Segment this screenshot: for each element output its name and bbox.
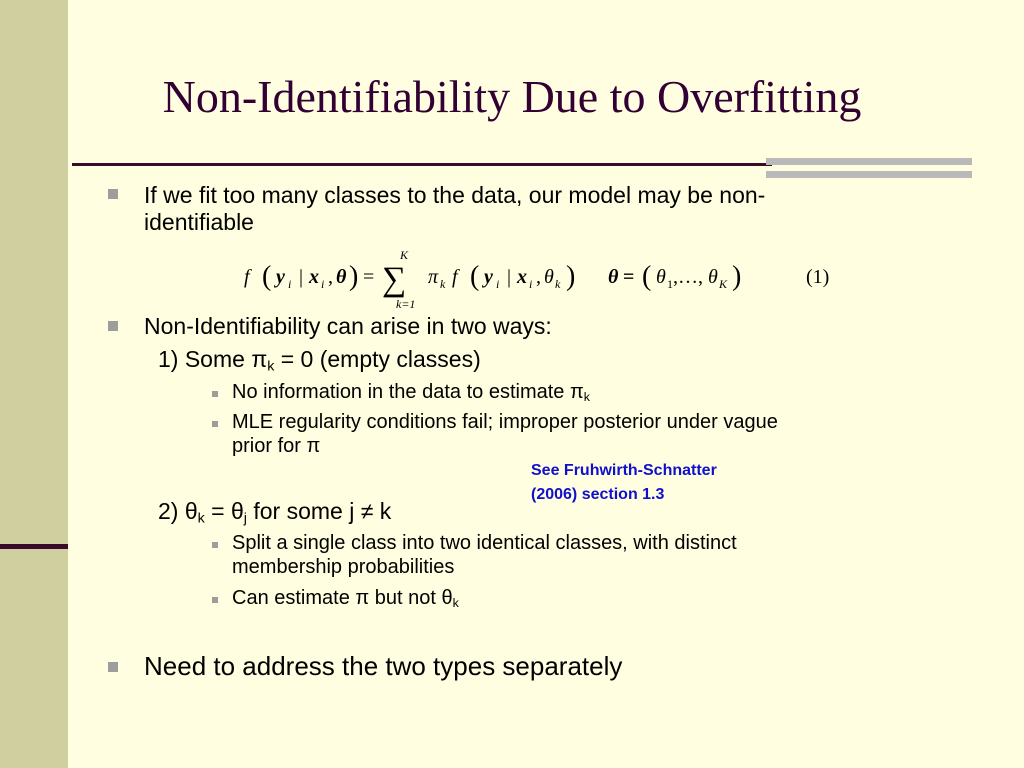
reference-line-2: (2006) section 1.3 [531,486,665,503]
bullet-1-line-1: If we fit too many classes to the data, our model may be non- [144,182,766,208]
bullet-1-line-2: identifiable [144,209,254,235]
svg-text:(: ( [642,261,652,292]
bullet-square-icon [108,321,118,331]
bullet-square-icon [108,662,118,672]
case-1-heading: 1) Some $\pi_k = 0$ (empty classes) [158,346,481,375]
svg-text:i: i [288,277,292,291]
svg-text:|: | [507,266,512,288]
title-divider-grey-bottom [766,171,972,178]
svg-text:x: x [517,266,527,288]
case-2-point-1-line-2: membership probabilities [232,556,455,578]
case-2-point-1-line-1: Split a single class into two identical classes, with distinct [232,532,737,554]
slide-title: Non-Identifiability Due to Overfitting [162,71,862,122]
bullet-square-icon [108,189,118,199]
svg-text:θ: θ [544,266,554,288]
title-divider [72,163,772,166]
case-2-point-2: Can estimate π but not $\theta_k$ [232,587,459,611]
left-accent-bar [0,544,68,549]
svg-text:=: = [623,266,635,288]
svg-text:(: ( [470,261,480,292]
sum-upper-limit: K [400,248,409,262]
svg-text:1: 1 [667,277,673,291]
case-1-point-1: No information in the data to estimate $\pi_k$ [232,381,590,405]
svg-text:,: , [536,266,541,288]
reference-note [531,459,717,507]
bullet-2: Non-Identifiability can arise in two ways: [144,313,552,339]
svg-text:y: y [484,266,493,288]
svg-text:|: | [299,266,304,288]
reference-line-1: See Fruhwirth-Schnatter [531,462,717,479]
title-divider-grey-top [766,158,972,165]
svg-text:θ: θ [336,266,347,288]
svg-text:): ) [349,261,359,292]
svg-text:): ) [732,261,742,292]
svg-text:θ: θ [608,266,619,288]
sum-lower-limit: k=1 [396,297,416,311]
svg-text:k: k [555,277,561,291]
svg-text:θ: θ [708,266,718,288]
svg-text:i: i [321,277,325,291]
case-2-heading: 2) $\theta_k = \theta_j$ for some j ≠ k [158,498,392,527]
svg-text:θ: θ [656,266,666,288]
equation-label: (1) [806,266,830,288]
svg-text:k: k [440,277,446,291]
case-1-point-2-line-2: prior for π [232,435,321,457]
svg-text:y: y [276,266,285,288]
svg-text:x: x [309,266,319,288]
bullet-3: Need to address the two types separately [144,651,623,681]
mixture-equation [232,244,852,314]
sub-bullet-square-icon [212,542,218,548]
svg-text:i: i [496,277,500,291]
sub-bullet-square-icon [212,391,218,397]
svg-text:,: , [328,266,333,288]
sum-sigma-icon: ∑ [382,261,407,298]
svg-text:): ) [566,261,576,292]
svg-text:f: f [452,266,458,288]
svg-text:(: ( [262,261,272,292]
sub-bullet-square-icon [212,597,218,603]
svg-text:,…,: ,…, [673,266,703,288]
case-1-point-2-line-1: MLE regularity conditions fail; improper posterior under vague [232,411,778,433]
svg-text:=: = [363,266,375,288]
svg-text:π: π [428,266,439,288]
svg-text:f: f [244,266,250,288]
sub-bullet-square-icon [212,421,218,427]
svg-text:K: K [719,277,728,291]
svg-text:i: i [529,277,533,291]
